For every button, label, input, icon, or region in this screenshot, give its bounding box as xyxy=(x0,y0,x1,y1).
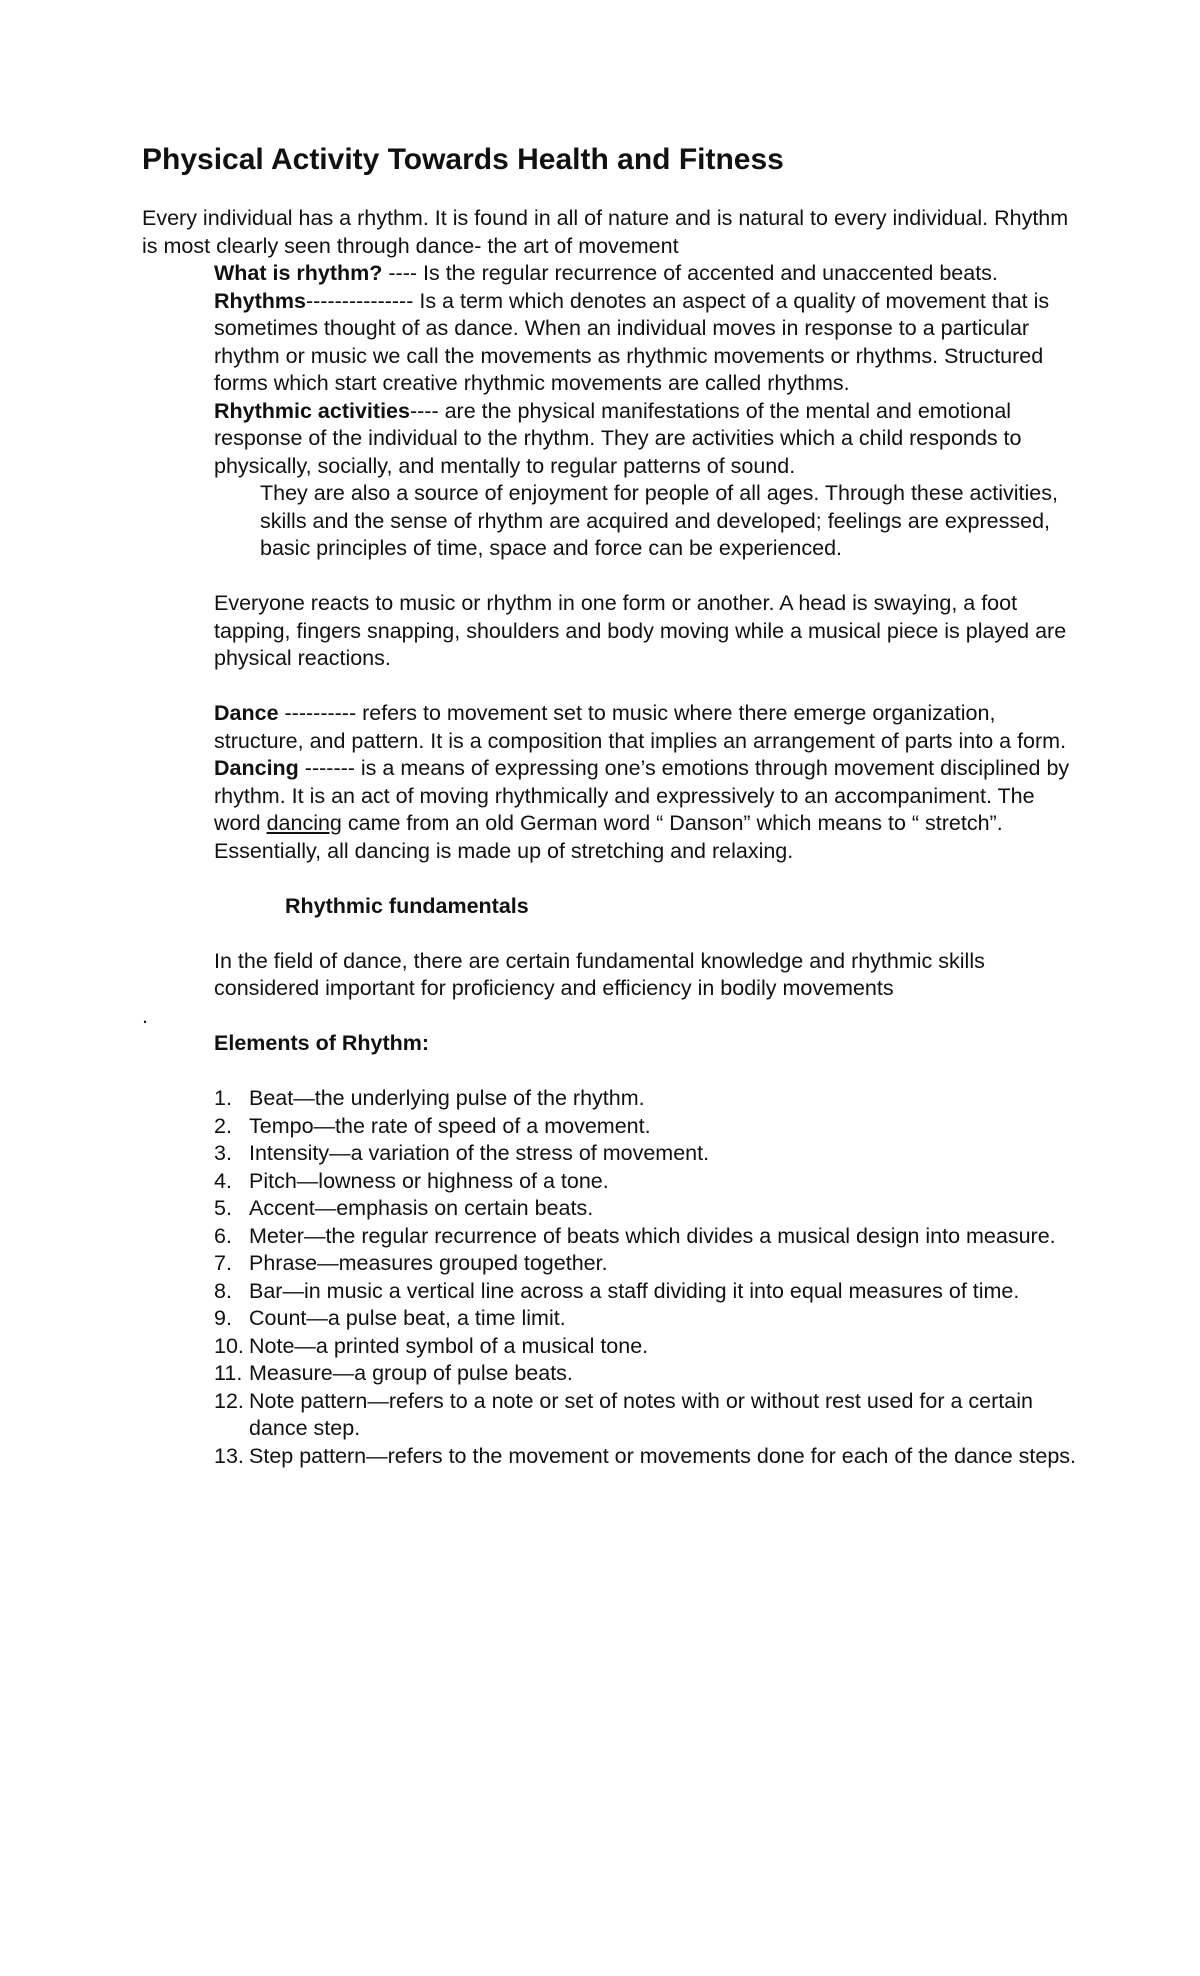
dancing-definition-text-b: came from an old German word “ Danson” which means to “ stretch”. Essentially, all dancing is made up of stretching and relaxing. xyxy=(214,811,1003,863)
rhythms-definition-text: --------------- Is a term which denotes an aspect of a quality of movement that is sometimes thought of as dance. When an individual moves in response to a particular rhythm or music we call the movements as rhythmic movements or rhythms. Structured forms which start creative rhythmic movements are called rhythms. xyxy=(214,288,1050,395)
document-body xyxy=(142,205,1082,1470)
list-number: 4. xyxy=(214,1168,232,1193)
list-item-text: Tempo—the rate of speed of a movement. xyxy=(249,1113,651,1138)
list-item xyxy=(142,1443,1082,1471)
document-title: Physical Activity Towards Health and Fitness xyxy=(142,143,784,176)
elements-heading-text: Elements of Rhythm: xyxy=(214,1031,430,1055)
list-number: 9. xyxy=(214,1306,232,1330)
list-item-text: Note pattern—refers to a note or set of notes with or without rest used for a certain dance step. xyxy=(249,1388,1033,1440)
list-item-text: Step pattern—refers to the movement or movements done for each of the dance steps. xyxy=(249,1443,1077,1468)
list-item xyxy=(142,1333,1082,1361)
list-item xyxy=(142,1278,1082,1306)
list-number: 5. xyxy=(214,1196,232,1220)
intro-paragraph: Every individual has a rhythm. It is found in all of nature and is natural to every individual. Rhythm is most clearly seen through dance- the art of movement xyxy=(142,206,1069,258)
stray-period: . xyxy=(142,1003,148,1028)
dance-term: Dance xyxy=(214,701,279,725)
fundamentals-paragraph: In the field of dance, there are certain fundamental knowledge and rhythmic skills considered important for proficiency and efficiency in bodily movements xyxy=(214,948,985,1000)
dance-definition-text: ---------- refers to movement set to music where there emerge organization, structure, and pattern. It is a composition that implies an arrangement of parts into a form. xyxy=(214,701,1067,753)
list-item xyxy=(142,1305,1082,1333)
reactions-paragraph: Everyone reacts to music or rhythm in one form or another. A head is swaying, a foot tapping, fingers snapping, shoulders and body moving while a musical piece is played are physical reactions. xyxy=(214,591,1067,670)
list-item-text: Note—a printed symbol of a musical tone. xyxy=(249,1333,649,1358)
list-item-text: Count—a pulse beat, a time limit. xyxy=(249,1306,566,1330)
elements-list xyxy=(142,1085,1082,1470)
list-number: 11. xyxy=(214,1361,243,1385)
dance-definition xyxy=(142,700,1082,755)
list-item xyxy=(142,1085,1082,1113)
fundamentals-heading: Rhythmic fundamentals xyxy=(285,893,529,918)
rhythms-definition xyxy=(142,288,1082,398)
list-item-text: Intensity—a variation of the stress of movement. xyxy=(249,1141,710,1165)
elements-heading xyxy=(142,1030,1082,1058)
list-number: 10. xyxy=(214,1333,244,1358)
dancing-definition-text-a: ------- is a means of expressing one’s emotions through movement disciplined by rhythm. It is an act of moving rhythmically and expressively to an accompaniment. The word xyxy=(214,756,1070,835)
list-item xyxy=(142,1113,1082,1141)
list-item xyxy=(142,1250,1082,1278)
list-item xyxy=(142,1223,1082,1251)
list-number: 8. xyxy=(214,1278,232,1303)
list-item xyxy=(142,1168,1082,1196)
list-number: 7. xyxy=(214,1251,232,1275)
list-item xyxy=(142,1195,1082,1223)
list-item-text: Pitch—lowness or highness of a tone. xyxy=(249,1168,609,1193)
list-item xyxy=(142,1360,1082,1388)
list-number: 13. xyxy=(214,1443,244,1468)
list-number: 1. xyxy=(214,1086,232,1110)
list-number: 6. xyxy=(214,1223,232,1248)
activities-term: Rhythmic activities xyxy=(214,398,410,423)
list-number: 3. xyxy=(214,1141,232,1165)
list-item-text: Phrase—measures grouped together. xyxy=(249,1251,608,1275)
list-item-text: Measure—a group of pulse beats. xyxy=(249,1361,573,1385)
list-number: 2. xyxy=(214,1113,232,1138)
enjoyment-paragraph: They are also a source of enjoyment for people of all ages. Through these activities, skills and the sense of rhythm are acquired and developed; feelings are expressed, basic principles of time, space and force can be experienced. xyxy=(260,481,1058,560)
list-item xyxy=(142,1388,1082,1443)
list-item-text: Beat—the underlying pulse of the rhythm. xyxy=(249,1086,645,1110)
rhythms-term: Rhythms xyxy=(214,288,306,313)
rhythm-term: What is rhythm? xyxy=(214,261,383,285)
dancing-definition xyxy=(142,755,1082,865)
list-item-text: Accent—emphasis on certain beats. xyxy=(249,1196,594,1220)
activities-definition xyxy=(142,398,1082,481)
dancing-underlined-word: dancing xyxy=(266,811,342,835)
dancing-term: Dancing xyxy=(214,756,299,780)
list-item-text: Meter—the regular recurrence of beats which divides a musical design into measure. xyxy=(249,1223,1056,1248)
activities-definition-text: ---- are the physical manifestations of the mental and emotional response of the individual to the rhythm. They are activities which a child responds to physically, socially, and mentally to regular patterns of sound. xyxy=(214,398,1022,478)
list-item-text: Bar—in music a vertical line across a staff dividing it into equal measures of time. xyxy=(249,1278,1020,1303)
list-item xyxy=(142,1140,1082,1168)
rhythm-definition-text: ---- Is the regular recurrence of accented and unaccented beats. xyxy=(382,261,998,285)
list-number: 12. xyxy=(214,1388,244,1413)
rhythm-definition xyxy=(142,260,1082,288)
